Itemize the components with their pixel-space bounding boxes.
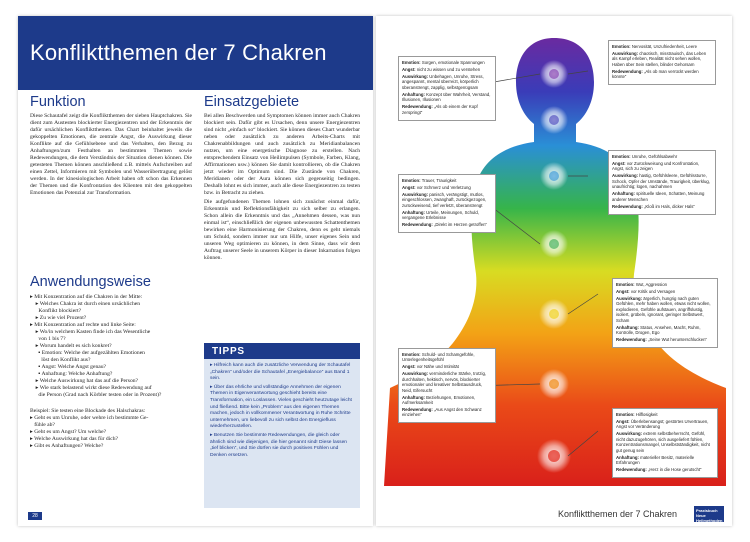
value-auswirkung: panisch, verängstigt, mutlos, eingeschlossen, zwanghaft, zurückgezogen, zurückweisend, tief verletzt, überanstrengt xyxy=(402,192,487,208)
box-auswirkung xyxy=(612,173,712,189)
box-anhaftung xyxy=(402,210,492,221)
list-item: ▸ Geht es um Unruhe, oder wehre ich bestimmte Ge- xyxy=(30,415,149,421)
tipps-body xyxy=(210,363,356,461)
value-redewendung: „Aus Angst den Schwanz einziehen“ xyxy=(402,407,482,418)
list-item: die Person (Grad nach Körbler testen oder in Prozent)? xyxy=(30,392,162,398)
box-auswirkung xyxy=(402,192,492,208)
value-emotion: Sorgen, emotionale Spannungen xyxy=(421,60,485,65)
value-emotion: Wut, Aggression xyxy=(635,282,668,287)
label-anhaftung: Anhaftung: xyxy=(402,209,425,215)
label-auswirkung: Auswirkung: xyxy=(402,371,429,377)
label-emotion: Emotion: xyxy=(616,412,635,417)
anwendung-list xyxy=(30,294,192,399)
label-angst: Angst: xyxy=(612,161,626,166)
page-number: 28 xyxy=(28,512,42,520)
value-anhaftung: Konzept über Wahrheit, Verstand, Illusionen, Illusionen xyxy=(402,91,491,103)
list-item: ▸ Worum handelt es sich konkret? xyxy=(30,343,112,349)
einsatz-paragraph-1: Bei allen Beschwerden und Symptomen können immer auch Chakren blockiert sein. Dafür gibt es Ursachen, denn unsere Energiezentren sind nicht „einfach so“ blockiert. Sie können dieses Chart wunderbar neben oder zusätzlich zu anderen Arbeits-Charts mit Chakrenabbildungen und auch zusätzlich zu Meridianbalancen nutzen, um eine energetische Diagnose zu erstellen. Nach entsprechendem Einsatz von Heilimpulsen (Symbole, Farben, Klang, Affirmationen usw.) können Sie damit kontrollieren, ob die Chakren jetzt wieder im Optimum sind. Die Zustände von Chakren, Meridianen oder der Aura können sich gegenseitig bedingen. Deshalb lohnt es sich immer, auch alle diese Energiezentren zu testen bzw. in Betracht zu ziehen. xyxy=(204,113,360,196)
label-auswirkung: Auswirkung: xyxy=(612,51,639,56)
list-item: ▸ Wo/in welchem Kasten finde ich das Wesentliche xyxy=(30,329,151,335)
value-anhaftung: materieller Besitz, materielle Erfahrungen xyxy=(616,454,695,466)
chakra-throat xyxy=(540,162,568,190)
value-angst: vor Kritik und Versagen xyxy=(630,289,676,294)
box-redewendung xyxy=(612,204,712,209)
box-emotion xyxy=(402,60,492,65)
list-item: ▸ Zu wie viel Prozent? xyxy=(30,315,87,321)
chakra-sacral xyxy=(539,369,569,399)
list-item: Beispiel: Sie testen eine Blockade des Halschakras: xyxy=(30,408,146,414)
label-anhaftung: Anhaftung: xyxy=(402,91,425,97)
list-item: ▸ Mit Konzentration auf rechte und linke Seite: xyxy=(30,322,136,328)
label-auswirkung: Auswirkung: xyxy=(616,431,643,437)
list-item: ▪ Emotion: Welche der aufgezählten Emotionen xyxy=(30,350,145,356)
box-auswirkung xyxy=(612,51,712,67)
label-auswirkung: Auswirkung: xyxy=(612,173,639,179)
value-redewendung: „Kloß im Hals, dicker Hals“ xyxy=(644,203,695,209)
tipps-heading: TIPPS xyxy=(212,346,245,357)
box-auswirkung xyxy=(402,74,492,90)
list-item: fühle ab? xyxy=(30,422,55,428)
value-angst: nicht zu wissen und zu verstehen xyxy=(416,67,481,72)
funktion-paragraph: Diese Schautafel zeigt die Konfliktthemen der sieben Hauptchakren. Sie dient zum Austesten blockierter Energiezentren und der Erkenntnis der dafür ursächlichen Konfliktthemen. Das Chart beinhaltet jeweils die gekoppelten Emotionen, die zentrale Angst, die Auswirkung dieser Konflikte auf die Gefühlsebene und das Verhalten, den Bezug zu Anhaftungen/zum Festhalten an bestimmten Themen sowie Redewendungen, die dem Verständnis der Situation dienen können. Die getesteten Themen können anschließend z.B. mittels Aufschreiben auf einen Zettel, Informieren mit Symbolen und Wasserübertragung gelöst werden. In der kinesiologischen Arbeit haben oft schon das Erkennen der Themen und die Konfrontation des Klienten mit den gekoppelten Emotionen das Potenzial zur Transformation. xyxy=(30,113,193,196)
value-auswirkung: hastig, Gefühlsleere, Gefühlssturre, Schock, Opfer der Umstände, Traurigkeit, überklug, unaufrichtig; lügen, nachahmen xyxy=(612,173,710,190)
tipps-item: ▸ Über das ehrliche und vollständige Annehmen der eigenen Themen in Eigenverantwortung geschieht bereits eine Transformation, ein Loslassen. Vieles geschieht heutzutage leicht und fließend. Bitte kein „Problem“ aus den eigenen Themen machen, jedoch in vollkommener Verantwortung in Ruhe Schritte unternehmen, um liebevoll zu sich selbst den Energiefluss wiederherzustellen. xyxy=(210,384,352,430)
info-box-throat xyxy=(608,150,716,215)
label-angst: Angst: xyxy=(402,185,416,190)
box-auswirkung xyxy=(616,431,714,453)
label-redewendung: Redewendung: xyxy=(402,222,433,228)
value-auswirkung: chaotisch, misstrauisch, das Leben als Kampf erleben, Realität nicht sehen wollen, Haben über Sein stellen, blinder Gehorsam xyxy=(612,51,707,67)
value-auswirkung: verminderliche Stärke, trotzig, durchhalten, hektisch, nervös, blockierter emotionaler und kreativer Selbstausdruck, Neid, Eifersucht xyxy=(402,371,487,393)
box-redewendung xyxy=(612,69,712,80)
box-auswirkung xyxy=(402,371,492,393)
box-angst xyxy=(402,185,492,190)
label-angst: Angst: xyxy=(402,67,416,72)
funktion-text xyxy=(30,113,192,199)
page-title: Konfliktthemen der 7 Chakren xyxy=(30,40,327,65)
box-redewendung xyxy=(616,467,714,472)
list-item: Konflikt blockiert? xyxy=(30,308,82,314)
title-banner xyxy=(18,16,373,90)
list-item: ▸ Welches Chakra ist durch einen ursächlichen xyxy=(30,301,141,307)
info-box-solar-plexus xyxy=(612,278,718,348)
list-item: ▸ Mit Konzentration auf die Chakren in der Mitte: xyxy=(30,294,143,300)
anwendung-heading: Anwendungsweise xyxy=(30,274,151,290)
box-redewendung xyxy=(616,337,714,342)
list-item: ▪ Anhaftung: Welche Anhaftung? xyxy=(30,371,113,377)
chakra-crown xyxy=(540,60,568,88)
label-emotion: Emotion: xyxy=(612,44,631,49)
info-box-heart xyxy=(398,174,496,233)
list-item: ▸ Geht es um Angst? Um welche? xyxy=(30,429,107,435)
box-emotion xyxy=(402,178,492,183)
label-redewendung: Redewendung: xyxy=(616,467,647,473)
label-emotion: Emotion: xyxy=(402,60,421,65)
footer-title: Konfliktthemen der 7 Chakren xyxy=(558,509,678,519)
list-item: ▸ Gibt es Anhaftungen? Welche? xyxy=(30,443,104,449)
label-emotion: Emotion: xyxy=(612,154,631,159)
chakra-heart xyxy=(540,230,568,258)
label-angst: Angst: xyxy=(616,289,630,294)
box-angst xyxy=(402,364,492,369)
box-angst xyxy=(616,419,714,430)
chakra-solar-plexus xyxy=(539,299,569,329)
value-redewendung: „Herz in die Hose gerutscht“ xyxy=(648,467,702,473)
tipps-item: ▸ Hilfreich kann auch die zusätzliche Verwendung der Schautafel „Chakren“ und/oder die Schautafel „Energiebalance“ aus Band 1 sein. xyxy=(210,363,351,382)
value-anhaftung: Urteile, Meinungen, Schuld, vergangene Erlebnisse xyxy=(402,209,479,221)
value-auswirkung: extrem selbstbeherrscht, Gefühl, nicht dazuzugehören, sich ausgeliefert fühlen, Konzentrationsmangel, Unselbstständigkeit, nicht gut genug sein xyxy=(616,431,710,453)
list-item: ▸ Welche Auswirkung hat das auf die Person? xyxy=(30,378,139,384)
list-item: von 1 bis 7? xyxy=(30,336,66,342)
label-auswirkung: Auswirkung: xyxy=(402,74,429,79)
label-redewendung: Redewendung: xyxy=(616,337,647,343)
box-emotion xyxy=(616,282,714,287)
label-angst: Angst: xyxy=(616,419,630,424)
label-angst: Angst: xyxy=(402,364,416,370)
value-angst: vor Zurückweisung und Konfrontation, Angst, sich zu zeigen xyxy=(612,161,700,172)
box-redewendung xyxy=(402,407,492,418)
value-redewendung: „Seine Wut herunterschlucken“ xyxy=(648,337,707,343)
label-anhaftung: Anhaftung: xyxy=(612,191,635,197)
box-anhaftung xyxy=(616,455,714,466)
box-emotion xyxy=(616,412,714,417)
tipps-header xyxy=(204,343,360,359)
value-redewendung: „Als ob man verrückt werden könnte“ xyxy=(612,68,699,80)
value-emotion: Trauer, Traurigkeit xyxy=(421,178,457,183)
einsatz-text xyxy=(204,113,360,264)
list-item: ▸ Welche Auswirkung hat das für dich? xyxy=(30,436,119,442)
box-angst xyxy=(402,67,492,72)
info-box-sacral xyxy=(398,348,496,423)
label-emotion: Emotion: xyxy=(402,352,421,357)
chakra-third-eye xyxy=(540,106,568,134)
value-redewendung: „Als ob einem der Kopf zerspringt“ xyxy=(402,104,478,115)
value-emotion: Schuld- und Schamgefühle, Unterlegenheitsgefühl xyxy=(402,352,475,363)
value-anhaftung: Status, Ansehen, Macht, Ruhm, Kontrolle, Drogen, Ego xyxy=(616,324,701,336)
box-emotion xyxy=(612,44,712,49)
label-emotion: Emotion: xyxy=(402,178,421,183)
einsatz-paragraph-2: Die aufgefundenen Themen lohnen sich zunächst einmal dafür, Erkenntnis und Reflektionsfähigkeit zu sich selber zu erlangen. Schon allein die Erkenntnis und das „Annehmen dessen, was nun einmal ist“, einschließlich der eigenen unbewussten Schattenthemen bewirken eine Harmonisierung der Chakren, denn es geht niemals um Schuld, sondern immer nur um Hilfe, unser eigenes Sein und unseren Weg optimieren zu können, in dem Sinne, dass wir dem Auftrag unserer Seele in unserem Körper in dieser Inkarnation folgen können. xyxy=(204,199,360,261)
box-anhaftung xyxy=(402,92,492,103)
right-page xyxy=(376,16,732,526)
einsatz-heading: Einsatzgebiete xyxy=(204,94,300,110)
info-box-third-eye xyxy=(608,40,716,85)
value-emotion: Nervosität, Unzufriedenheit, Leere xyxy=(631,44,698,49)
beispiel-list xyxy=(30,408,192,450)
funktion-heading: Funktion xyxy=(30,94,86,110)
list-item: ▸ Wie stark belastend wirkt diese Redewendung auf xyxy=(30,385,152,391)
value-auswirkung: Unbehagen, Unruhe, Stress, angespannt, mental überreizt, körperlich überanstrengt, zapplig, selbstgenügsam xyxy=(402,74,484,90)
chakra-root xyxy=(537,439,571,473)
value-emotion: Unruhe, Gefühlsabwehr xyxy=(631,154,678,159)
box-anhaftung xyxy=(402,395,492,406)
value-angst: Überlebensangst; gestörtes Urvertrauen, Angst vor Veränderung xyxy=(616,419,709,430)
value-emotion: Hilflosigkeit xyxy=(635,412,658,417)
box-emotion xyxy=(402,352,492,363)
label-redewendung: Redewendung: xyxy=(612,203,643,209)
info-box-root xyxy=(612,408,718,478)
box-emotion xyxy=(612,154,712,159)
info-box-crown xyxy=(398,56,496,121)
list-item: ▪ Angst: Welche Angst genau? xyxy=(30,364,107,370)
value-redewendung: „Direkt im Herzen getroffen“ xyxy=(434,222,487,228)
label-emotion: Emotion: xyxy=(616,282,635,287)
box-redewendung xyxy=(402,104,492,115)
value-auswirkung: ärgerlich, hungrig nach guten Gefühlen, mehr haben wollen, etwas nicht wollen, explodieren, Gefühle aufstauen, angriffslustig, isoliert, grübeln, ignorant, geringer Selbstwert, Scham xyxy=(616,296,711,323)
value-angst: vor Schmerz und Verletzung xyxy=(416,185,471,190)
tipps-box xyxy=(204,343,360,508)
list-item: löst den Konflikt aus? xyxy=(30,357,91,363)
label-auswirkung: Auswirkung: xyxy=(616,296,643,301)
box-redewendung xyxy=(402,222,492,227)
value-angst: vor Nähe und Intimität xyxy=(416,364,459,370)
tipps-item: ▸ Benutzen Sie bestimmte Redewendungen, die gleich oder ähnlich sind wie diejenigen, die hier genannt sind! Diese lassen „tief blicken“, und Sie dürfen sie durch positives Fühlen und Denken ersetzen. xyxy=(210,432,348,458)
box-auswirkung xyxy=(616,296,714,323)
box-angst xyxy=(612,161,712,172)
left-page xyxy=(18,16,373,526)
value-anhaftung: spirituelle Ideen, Schatten, Meinung anderer Menschen xyxy=(612,191,705,202)
label-auswirkung: Auswirkung: xyxy=(402,192,429,197)
value-anhaftung: Beziehungen, Emotionen, Aufmerksamkeit xyxy=(402,394,476,406)
label-redewendung: Redewendung: xyxy=(402,104,433,110)
box-anhaftung xyxy=(612,191,712,202)
box-anhaftung xyxy=(616,325,714,336)
label-anhaftung: Anhaftung: xyxy=(616,454,639,460)
label-redewendung: Redewendung: xyxy=(612,68,643,74)
box-angst xyxy=(616,289,714,294)
label-anhaftung: Anhaftung: xyxy=(402,394,425,400)
publisher-logo: Praxisbuch Neue Heilmethoden xyxy=(696,508,723,523)
label-anhaftung: Anhaftung: xyxy=(616,324,639,330)
label-redewendung: Redewendung: xyxy=(402,407,433,413)
